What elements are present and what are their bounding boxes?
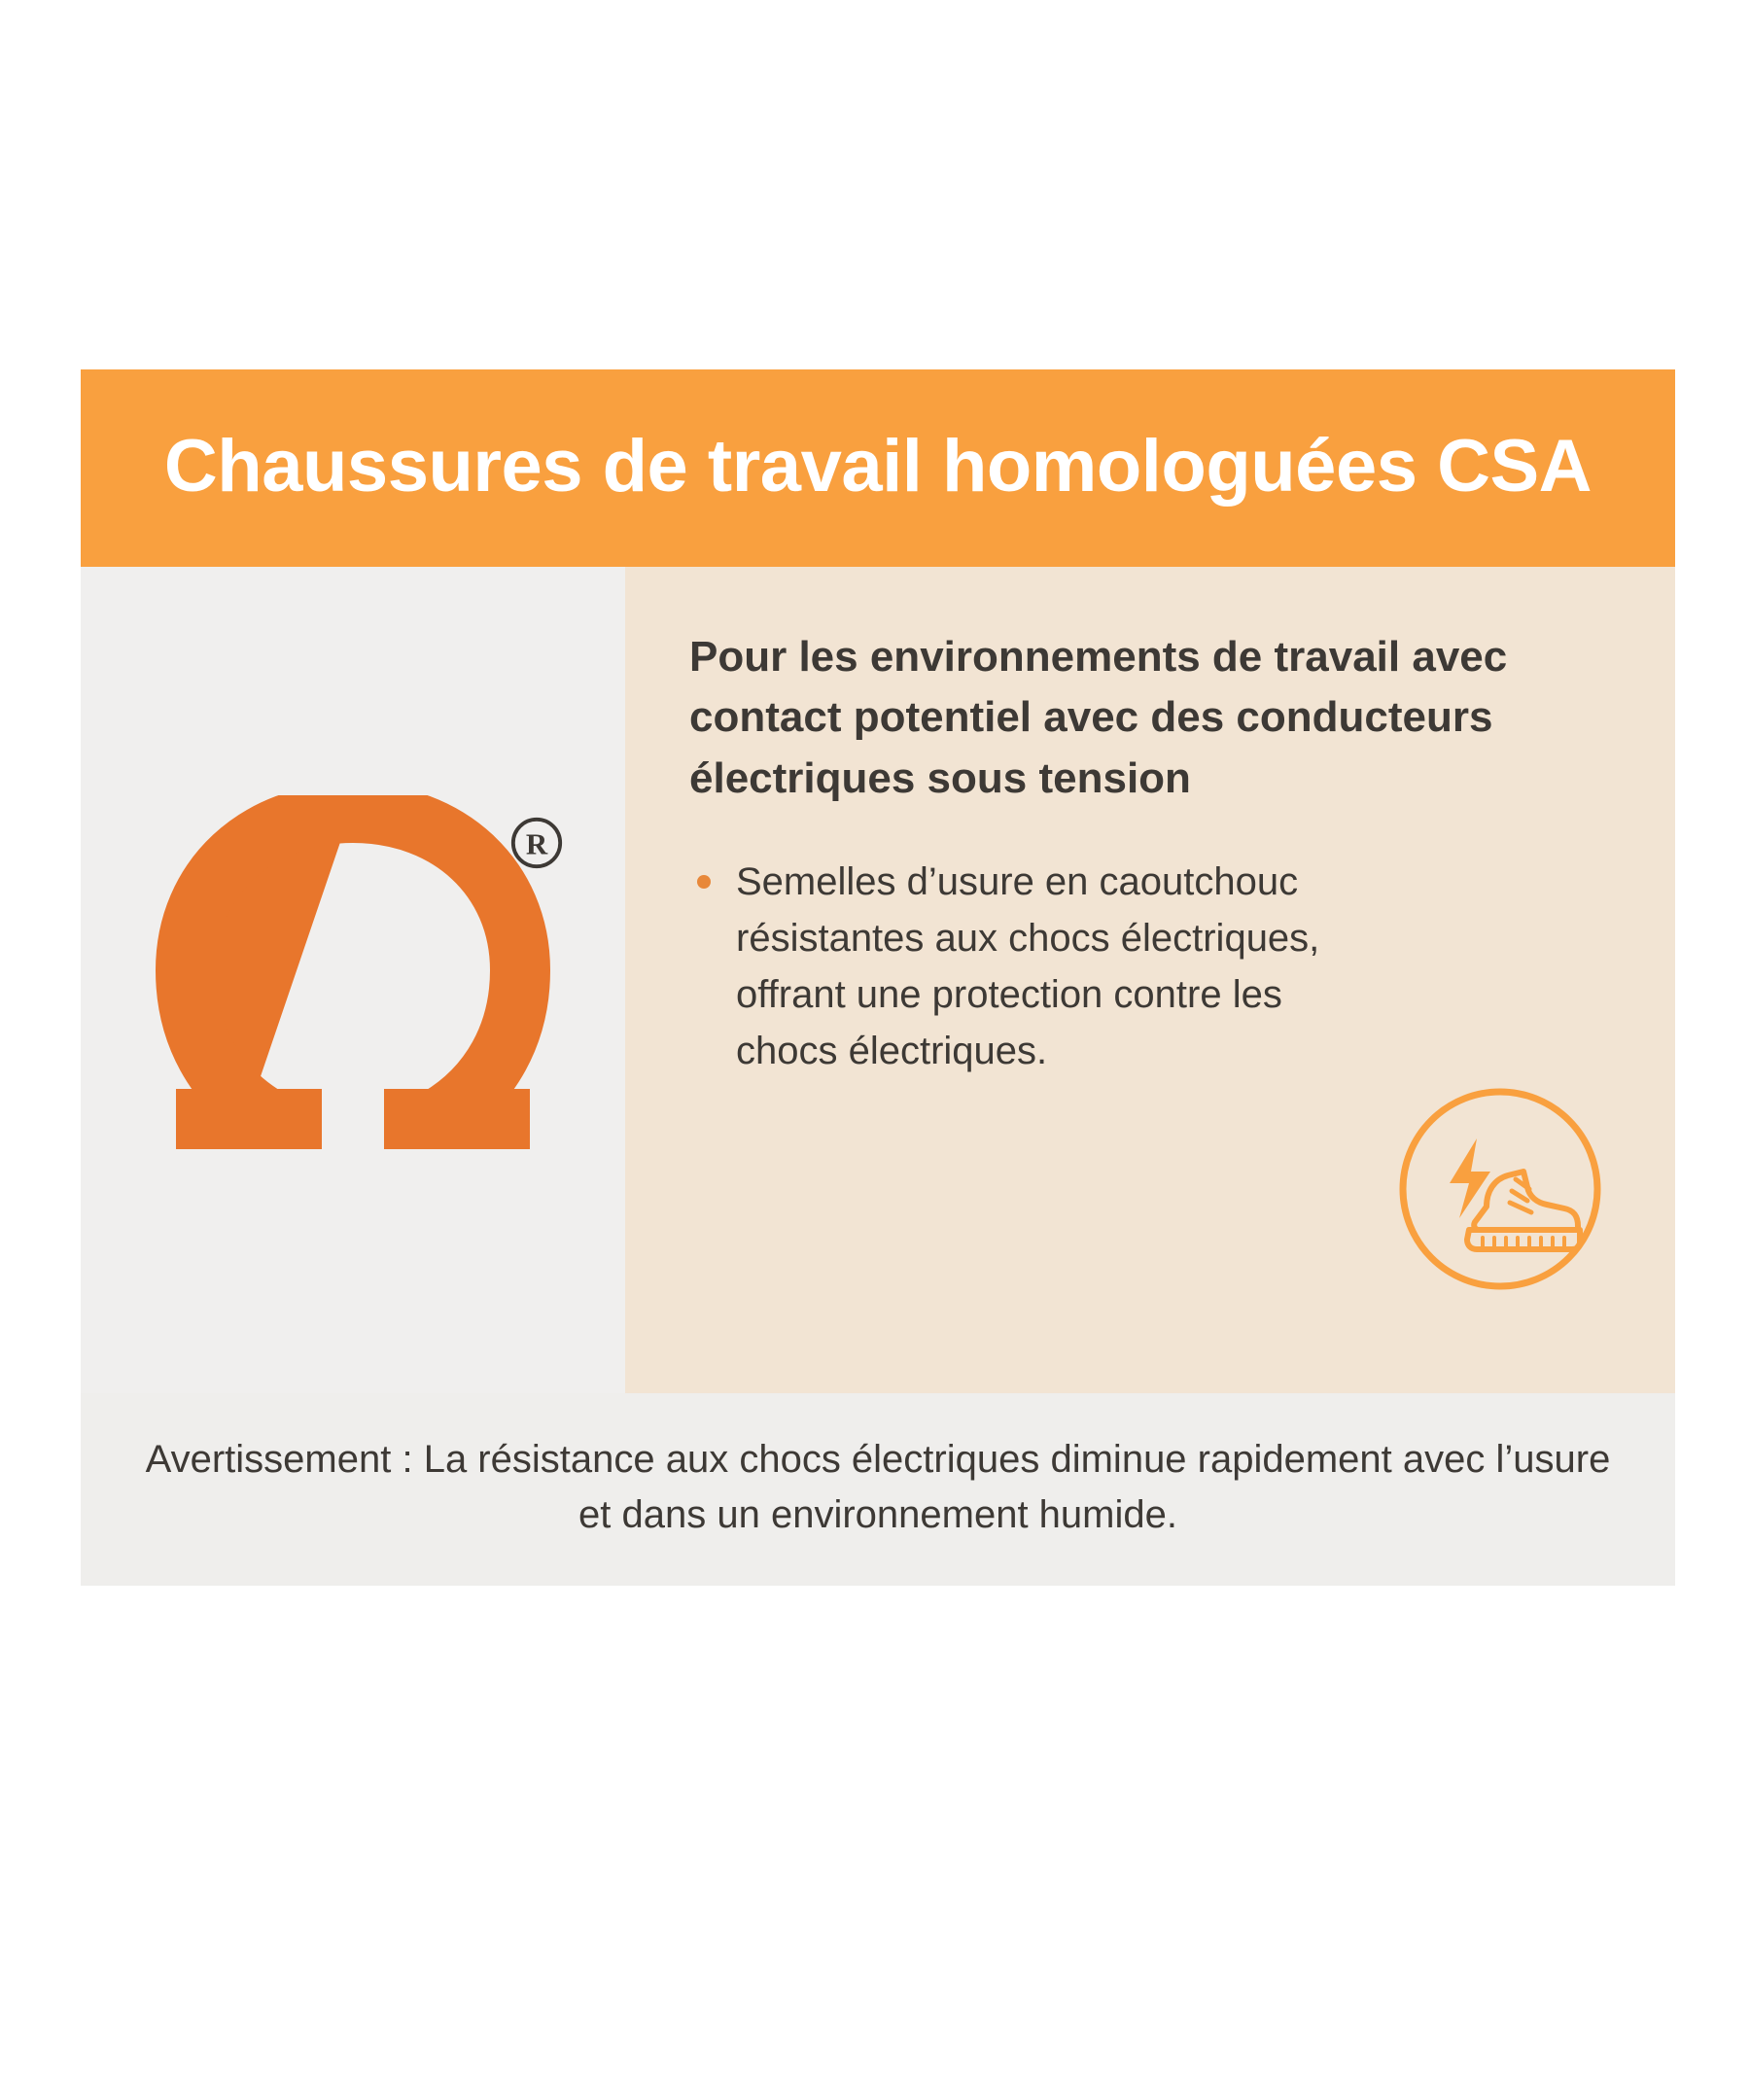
card-body	[81, 567, 1675, 1393]
feature-list	[689, 854, 1617, 1079]
list-item	[689, 854, 1331, 1079]
warning-text: Avertissement : La résistance aux chocs électriques diminue rapidement avec l’usure et dans un environnement humide.	[145, 1438, 1611, 1536]
csa-footwear-card	[81, 369, 1675, 1586]
boot-with-lightning-bolt-icon	[1393, 1082, 1607, 1296]
omega-symbol-wrap	[149, 795, 557, 1165]
omega-icon	[149, 795, 557, 1165]
lede-text: Pour les environnements de travail avec contact potentiel avec des conducteurs électriques sous tension	[689, 633, 1508, 802]
list-item-label: Semelles d’usure en caoutchouc résistantes aux chocs électriques, offrant une protection contre les chocs électriques.	[736, 860, 1320, 1073]
symbol-panel	[81, 567, 625, 1393]
description-panel	[625, 567, 1675, 1393]
registered-trademark-icon	[508, 815, 565, 871]
svg-text:R: R	[525, 826, 548, 861]
card-footer	[81, 1393, 1675, 1586]
bullet-dot-icon	[697, 875, 711, 889]
card-header	[81, 369, 1675, 567]
page-title: Chaussures de travail homologuées CSA	[163, 425, 1592, 508]
